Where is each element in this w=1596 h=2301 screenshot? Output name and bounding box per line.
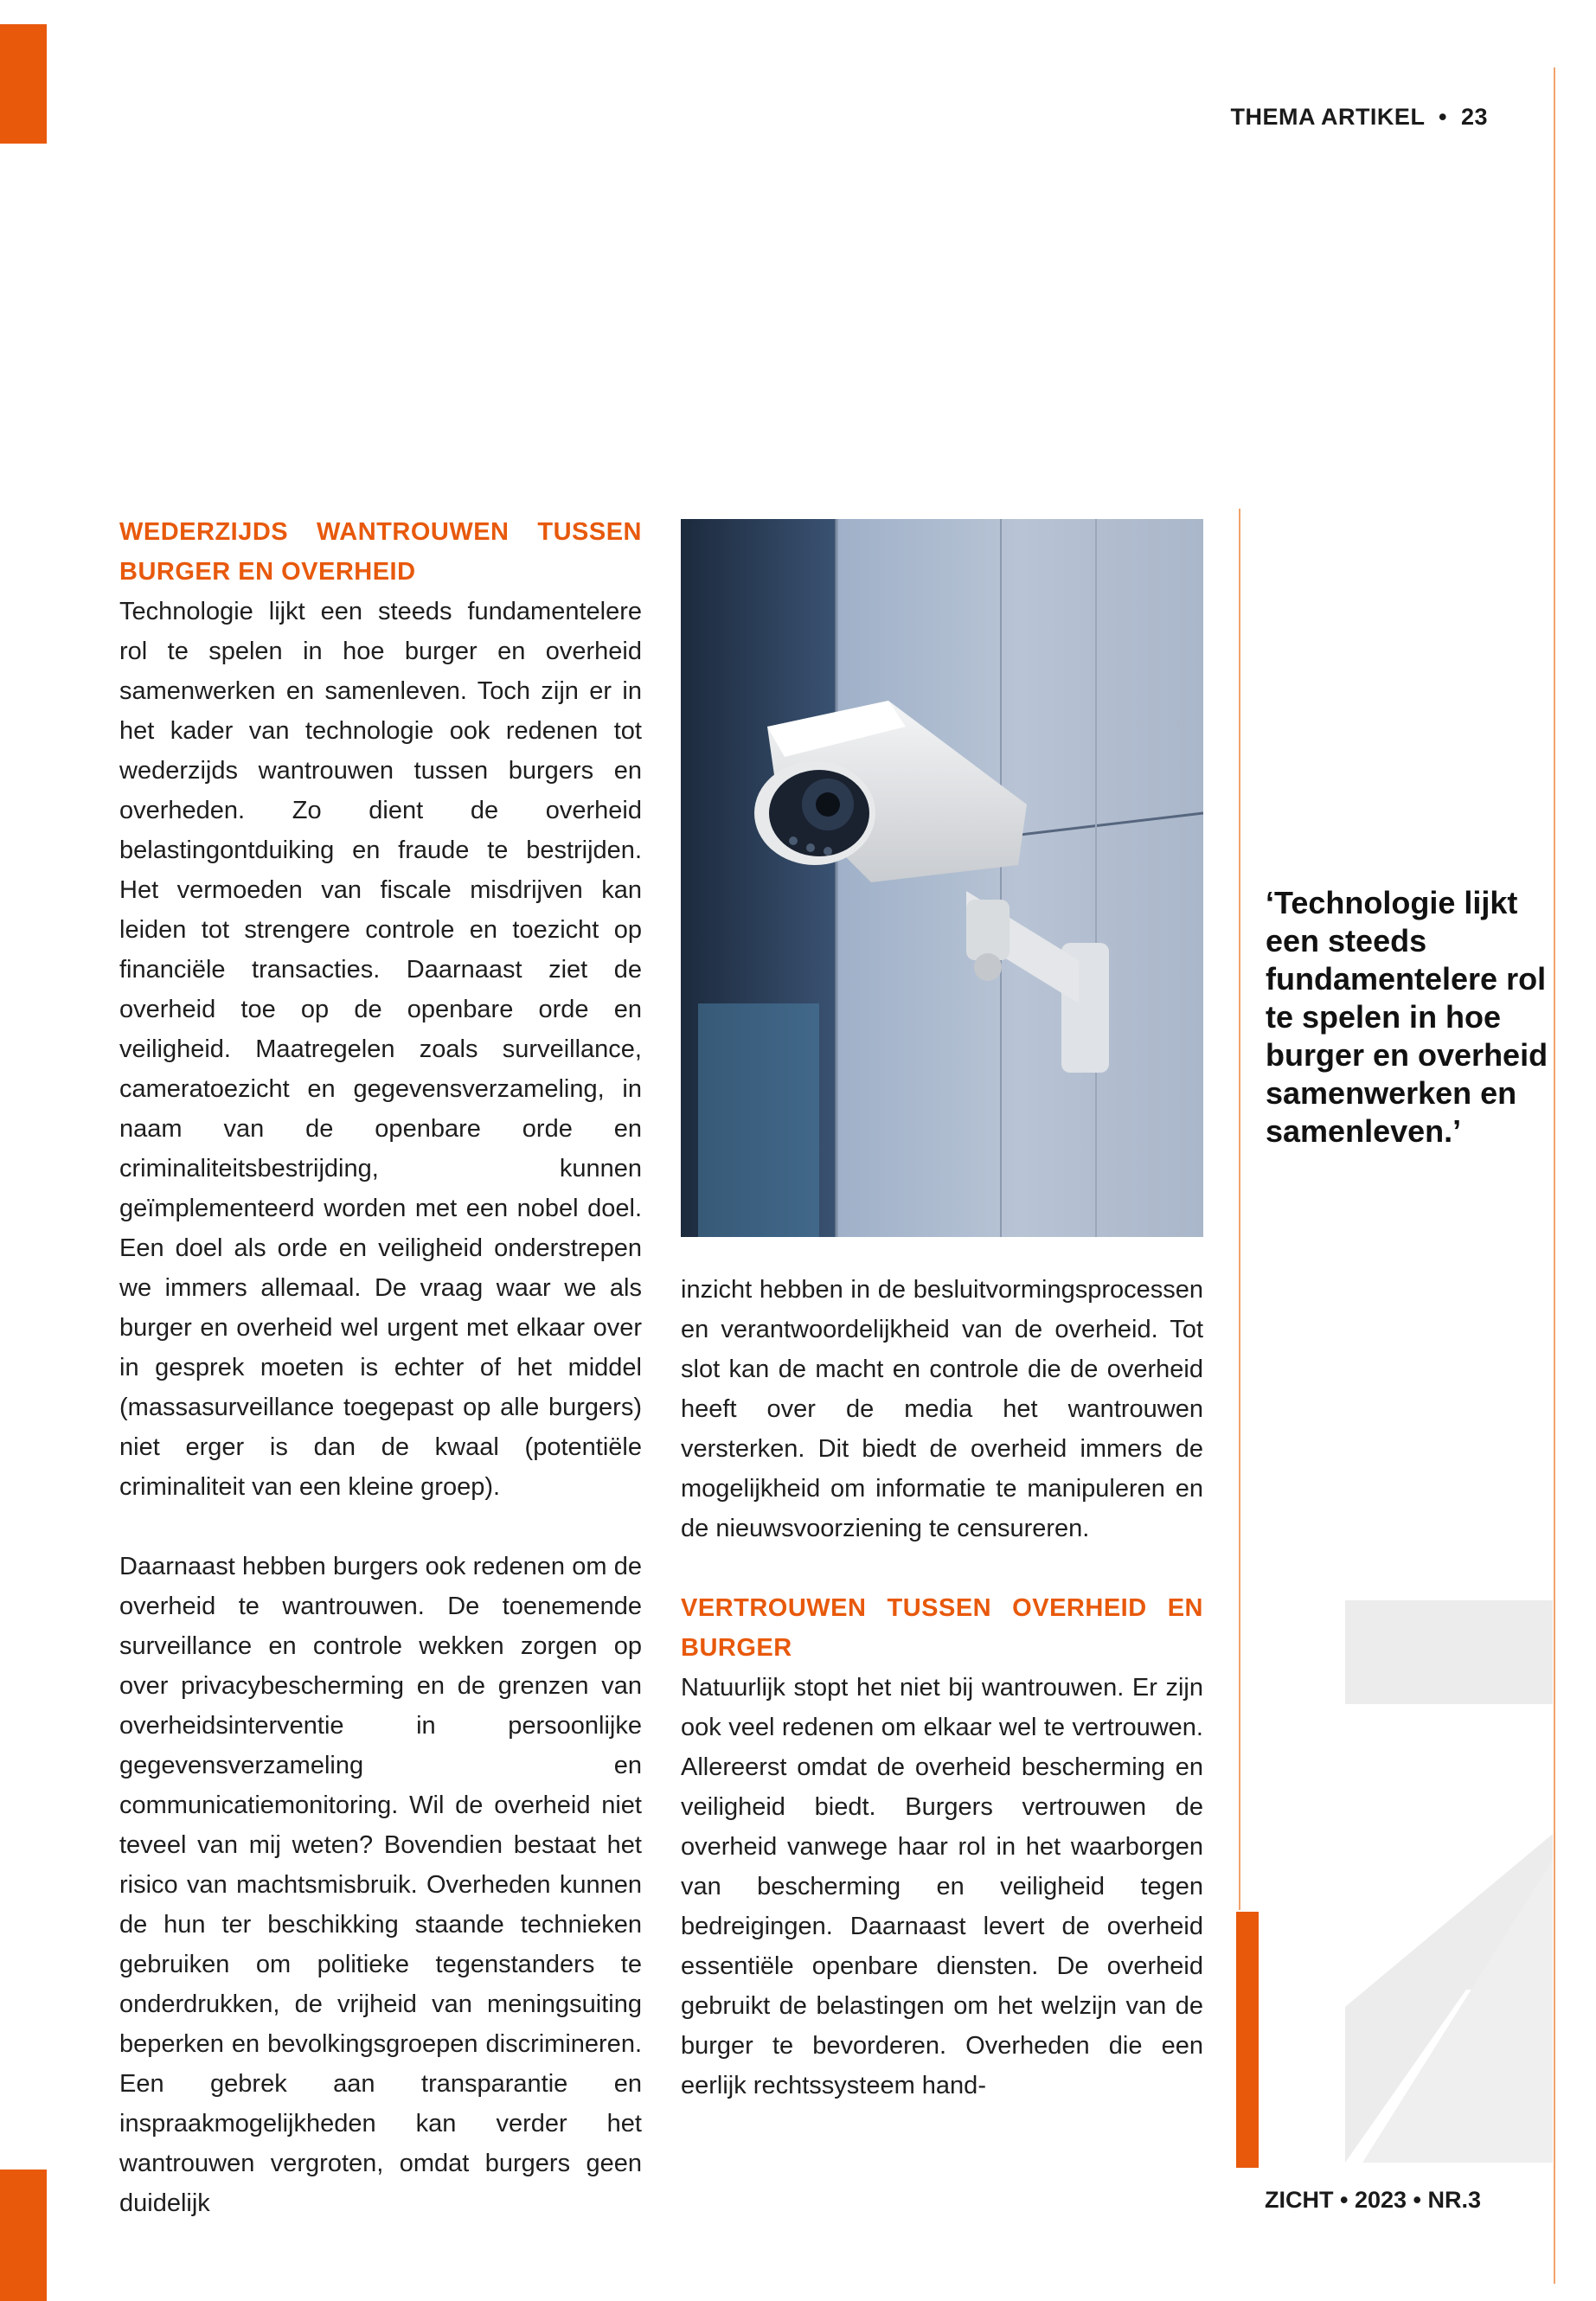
quote-side-rule	[1239, 509, 1240, 1910]
security-camera-illustration	[681, 519, 1203, 1237]
top-left-accent-bar	[0, 24, 47, 144]
pull-quote: ‘Technologie lijkt een steeds fundamentelere rol te spelen in hoe burger en overheid samenwerken en samenleven.’	[1266, 885, 1548, 1149]
body-paragraph: Natuurlijk stopt het niet bij wantrouwen. Er zijn ook veel redenen om elkaar wel te vertrouwen. Allereerst omdat de overheid bescherming en veiligheid biedt. Burgers vertrouwen de overheid vanwege haar rol in het waarborgen van bescherming en veiligheid tegen bedreigingen. Daarnaast levert de overheid essentiële openbare diensten. De overheid gebruikt de belastingen om het welzijn van de burger te bevorderen. Overheden die een eerlijk rechtssysteem hand-	[681, 1674, 1203, 2099]
page-number: 23	[1460, 104, 1488, 130]
header-section: THEMA ARTIKEL	[1230, 104, 1425, 130]
left-column	[119, 512, 642, 2223]
bottom-left-accent-bar	[0, 2170, 47, 2301]
header-separator: •	[1431, 104, 1454, 130]
section-heading-distrust: WEDERZIJDS WANTROUWEN TUSSEN BURGER EN OVERHEID	[119, 518, 642, 586]
running-header	[1125, 104, 1488, 131]
security-camera-photo	[681, 519, 1203, 1237]
body-paragraph: Daarnaast hebben burgers ook redenen om de overheid te wantrouwen. De toenemende surveillance en controle wekken zorgen op over privacybescherming en de grenzen van overheidsinterventie in persoonlijke gegevensverzameling en communicatiemonitoring. Wil de overheid niet teveel van mij weten? Bovendien bestaat het risico van machtsmisbruik. Overheden kunnen de hun ter beschikking staande technieken gebruiken om politieke tegenstanders te onderdrukken, de vrijheid van meningsuiting beperken en bevolkingsgroepen discrimineren. Een gebrek aan transparantie en inspraakmogelijkheden kan verder het wantrouwen vergroten, omdat burgers geen duidelijk	[119, 1553, 642, 2217]
running-footer: ZICHT • 2023 • NR.3	[1265, 2187, 1481, 2213]
decorative-digit-graphic	[1345, 1600, 1553, 2163]
body-paragraph: inzicht hebben in de besluitvormingsprocessen en verantwoordelijkheid van de overheid. Tot slot kan de macht en controle die de overheid heeft over de media het wantrouwen versterken. Dit biedt de overheid immers de mogelijkheid om informatie te manipuleren en de nieuwsvoorziening te censureren.	[681, 1276, 1203, 1542]
quote-side-accent	[1236, 1912, 1259, 2168]
middle-column	[681, 1270, 1203, 2106]
body-paragraph: Technologie lijkt een steeds fundamentelere rol te spelen in hoe burger en overheid samenwerken en samenleven. Toch zijn er in het kader van technologie ook redenen tot wederzijds wantrouwen tussen burgers en overheden. Zo dient de overheid belastingontduiking en fraude te bestrijden. Het vermoeden van fiscale misdrijven kan leiden tot strengere controle en toezicht op financiële transacties. Daarnaast ziet de overheid toe op de openbare orde en veiligheid. Maatregelen zoals surveillance, cameratoezicht en gegevensverzameling, in naam van de openbare orde en criminaliteitsbestrijding, kunnen geïmplementeerd worden met een nobel doel. Een doel als orde en veiligheid onderstrepen we immers allemaal. De vraag waar we als burger en overheid wel urgent met elkaar over in gesprek moeten is echter of het middel (massasurveillance toegepast op alle burgers) niet erger is dan de kwaal (potentiële criminaliteit van een kleine groep).	[119, 598, 642, 1501]
page-right-rule	[1554, 67, 1555, 2284]
section-heading-trust: VERTROUWEN TUSSEN OVERHEID EN BURGER	[681, 1594, 1203, 1662]
